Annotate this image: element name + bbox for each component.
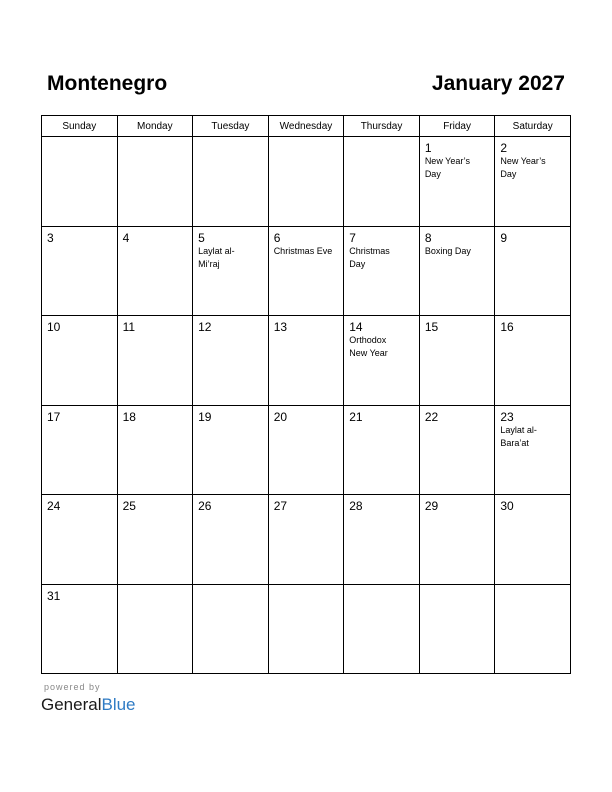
day-cell (42, 495, 118, 585)
day-cell (268, 405, 344, 495)
day-cell (117, 495, 193, 585)
calendar-grid (41, 115, 571, 674)
day-cell (193, 495, 269, 585)
day-number: 29 (424, 499, 439, 513)
day-cell (117, 584, 193, 674)
day-number (344, 585, 419, 603)
day-cell (344, 405, 420, 495)
day-number: 27 (273, 499, 288, 513)
day-number: 14 (349, 320, 363, 334)
day-cell (419, 584, 495, 674)
week-row (42, 316, 571, 406)
day-number (42, 137, 117, 155)
holiday-label: Christmas (349, 245, 390, 256)
day-number: 11 (122, 320, 136, 334)
day-number: 19 (198, 409, 212, 424)
day-number (344, 137, 419, 155)
day-number (193, 585, 268, 603)
day-number: 6 (273, 230, 281, 245)
holiday-label: Mi’raj (198, 258, 220, 269)
weekday-header: Sunday (42, 116, 118, 137)
day-cell (344, 137, 420, 227)
day-cell (193, 137, 269, 227)
day-cell (117, 316, 193, 406)
day-number: 30 (500, 499, 514, 513)
day-number: 9 (500, 230, 508, 245)
holiday-label: Day (349, 258, 366, 269)
day-number (420, 585, 495, 603)
day-number: 22 (424, 409, 439, 424)
day-number: 5 (198, 230, 205, 245)
day-cell (344, 316, 420, 406)
day-number (495, 585, 570, 603)
day-cell (268, 316, 344, 406)
holiday-label: New Year (349, 348, 388, 358)
day-cell (268, 584, 344, 674)
day-cell (495, 495, 571, 585)
day-cell (42, 405, 118, 495)
week-row (42, 137, 571, 227)
day-number (269, 137, 344, 155)
weekday-header: Saturday (495, 116, 571, 137)
holiday-label: Day (500, 169, 517, 179)
brand-blue: Blue (101, 695, 136, 714)
day-cell (268, 495, 344, 585)
day-number: 28 (349, 499, 363, 513)
day-cell (495, 316, 571, 406)
weekday-header: Wednesday (268, 116, 344, 137)
day-number (193, 137, 268, 155)
day-cell (495, 405, 571, 495)
holiday-label: Bara’at (500, 437, 529, 448)
day-cell (495, 584, 571, 674)
holiday-label: New Year’s (424, 156, 471, 166)
day-cell (344, 226, 420, 316)
country-title: Montenegro (47, 72, 168, 95)
day-number: 12 (198, 320, 212, 334)
day-cell (193, 584, 269, 674)
day-number: 21 (349, 409, 363, 424)
holiday-label: Boxing Day (424, 245, 471, 256)
brand-logo (41, 694, 136, 716)
day-number: 7 (349, 230, 356, 245)
day-number: 13 (273, 320, 288, 334)
day-number: 31 (47, 588, 61, 603)
day-cell (117, 226, 193, 316)
day-number: 16 (500, 320, 514, 334)
day-cell (419, 495, 495, 585)
holiday-label: Laylat al- (500, 424, 537, 435)
day-number: 10 (47, 320, 61, 334)
day-cell (419, 137, 495, 227)
day-number (269, 585, 344, 603)
holiday-label: Laylat al- (198, 245, 235, 256)
day-cell (117, 137, 193, 227)
week-row (42, 495, 571, 585)
day-cell (495, 226, 571, 316)
day-cell (42, 584, 118, 674)
weekday-header: Monday (117, 116, 193, 137)
week-row (42, 405, 571, 495)
weekday-header: Tuesday (193, 116, 269, 137)
weekday-header-row (42, 116, 571, 137)
day-cell (42, 316, 118, 406)
week-row (42, 226, 571, 316)
day-number: 20 (273, 409, 288, 424)
week-row (42, 584, 571, 674)
day-number: 3 (47, 230, 54, 245)
brand-general: General (41, 695, 102, 714)
day-number: 8 (424, 230, 432, 245)
day-cell (193, 405, 269, 495)
day-number: 17 (47, 409, 61, 424)
day-cell (117, 405, 193, 495)
holiday-label: Day (424, 169, 441, 179)
day-cell (419, 226, 495, 316)
weekday-header: Friday (419, 116, 495, 137)
holiday-label: New Year’s (500, 156, 546, 166)
day-cell (344, 584, 420, 674)
day-cell (42, 137, 118, 227)
day-cell (42, 226, 118, 316)
day-cell (419, 316, 495, 406)
day-number: 15 (424, 320, 439, 334)
day-cell (193, 316, 269, 406)
weekday-header: Thursday (344, 116, 420, 137)
day-number: 26 (198, 499, 212, 513)
day-number: 24 (47, 499, 61, 513)
day-cell (495, 137, 571, 227)
day-number: 2 (500, 141, 508, 155)
day-cell (193, 226, 269, 316)
day-cell (268, 226, 344, 316)
day-number: 1 (424, 141, 432, 155)
day-number (118, 137, 193, 155)
month-title: January 2027 (431, 72, 565, 95)
holiday-label: Christmas Eve (273, 245, 333, 256)
powered-by-text: powered by (44, 682, 101, 692)
holiday-label: Orthodox (349, 335, 387, 345)
day-cell (268, 137, 344, 227)
day-number: 4 (122, 230, 130, 245)
day-cell (419, 405, 495, 495)
footer-logo (41, 682, 136, 716)
day-cell (344, 495, 420, 585)
day-number (118, 585, 193, 603)
day-number: 25 (122, 499, 136, 513)
day-number: 18 (122, 409, 136, 424)
day-number: 23 (500, 409, 514, 424)
